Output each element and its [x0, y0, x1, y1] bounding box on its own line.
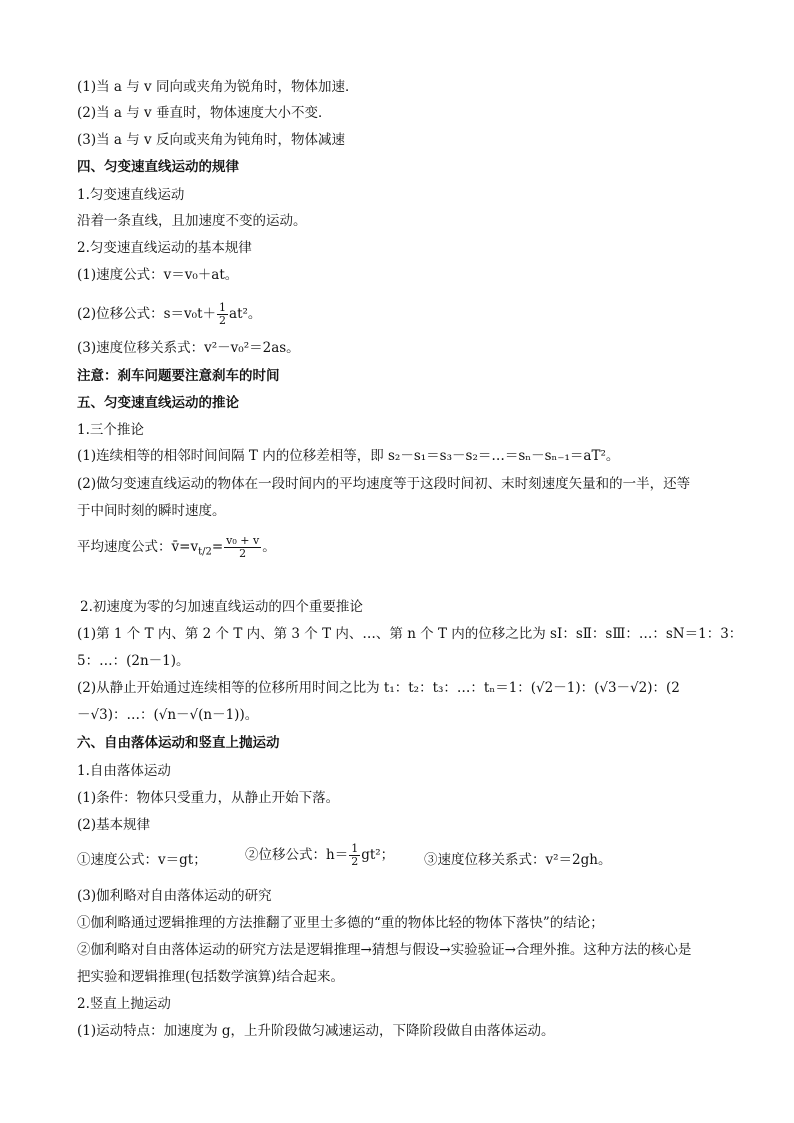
formula-text: at²。: [229, 306, 262, 322]
subsection-heading: 2.初速度为零的匀加速直线运动的四个重要推论: [80, 599, 363, 615]
subsection-heading: 1.自由落体运动: [77, 763, 171, 779]
formula-text: (2)位移公式：s＝v₀t＋: [77, 306, 217, 322]
formula-line: ③速度位移关系式：v²＝2gh。: [424, 852, 612, 868]
text-line: (2)基本规律: [77, 817, 151, 833]
text-line: (3)当 a 与 v 反向或夹角为钝角时，物体减速: [77, 132, 345, 148]
text-line: ②伽利略对自由落体运动的研究方法是逻辑推理→猜想与假设→实验验证→合理外推。这种方法的核心是: [77, 942, 692, 958]
formula-text: ②位移公式：h＝: [245, 847, 349, 863]
subsection-heading: 1.三个推论: [77, 422, 144, 438]
subsection-heading: 1.匀变速直线运动: [77, 187, 185, 203]
formula-line: [245, 843, 394, 868]
section-heading: 四、匀变速直线运动的规律: [77, 159, 239, 175]
note-line: 注意：刹车问题要注意刹车的时间: [77, 368, 280, 384]
text-line: －√3)：…：(√n－√(n－1))。: [77, 707, 259, 723]
text-line: (1)条件：物体只受重力，从静止开始下落。: [77, 790, 340, 806]
formula-line: [77, 302, 261, 327]
formula-line: (1)速度公式：v＝v₀＋at。: [77, 267, 239, 283]
formula-text: 平均速度公式：v̄=v: [77, 539, 199, 555]
formula-line: ①速度公式：v＝gt；: [77, 852, 207, 868]
text-line: 5：…：(2n－1)。: [77, 653, 190, 669]
fraction-average: $\frac{\text{v₀ + v}}{2}$: [226, 534, 260, 560]
text-line: (2)当 a 与 v 垂直时，物体速度大小不变．: [77, 105, 332, 121]
text-line: ①伽利略通过逻辑推理的方法推翻了亚里士多德的“重的物体比轻的物体下落快”的结论；: [77, 915, 604, 931]
formula-line: [77, 535, 276, 563]
text-line: 于中间时刻的瞬时速度。: [77, 503, 226, 519]
section-heading: 六、自由落体运动和竖直上抛运动: [77, 735, 280, 751]
formula-subscript: t/2: [198, 546, 212, 558]
formula-text: =: [211, 539, 224, 555]
fraction-half: $\frac{1}{2}$: [219, 301, 227, 327]
text-line: (3)伽利略对自由落体运动的研究: [77, 888, 272, 904]
text-line: 把实验和逻辑推理(包括数学演算)结合起来。: [77, 969, 345, 985]
text-line: (2)做匀变速直线运动的物体在一段时间内的平均速度等于这段时间初、末时刻速度矢量和的一半，还等: [77, 476, 691, 492]
subsection-heading: 2.竖直上抛运动: [77, 996, 171, 1012]
text-line: (1)运动特点：加速度为 g，上升阶段做匀减速运动，下降阶段做自由落体运动。: [77, 1023, 555, 1039]
fraction-half: $\frac{1}{2}$: [351, 842, 359, 868]
text-line: 沿着一条直线，且加速度不变的运动。: [77, 213, 307, 229]
section-heading: 五、匀变速直线运动的推论: [77, 395, 239, 411]
formula-text: 。: [262, 539, 276, 555]
subsection-heading: 2.匀变速直线运动的基本规律: [77, 240, 252, 256]
text-line: (2)从静止开始通过连续相等的位移所用时间之比为 t₁：t₂：t₃：…：tₙ＝1：(√2－1)：(√3－√2)：(2: [77, 680, 680, 696]
text-line: (1)当 a 与 v 同向或夹角为锐角时，物体加速．: [77, 79, 359, 95]
formula-line: (3)速度位移关系式：v²－v₀²＝2as。: [77, 340, 300, 356]
text-line: (1)连续相等的相邻时间间隔 T 内的位移差相等，即 s₂－s₁＝s₃－s₂＝…＝sₙ－sₙ₋₁＝aT²。: [77, 448, 620, 464]
formula-text: gt²；: [361, 847, 395, 863]
text-line: (1)第 1 个 T 内、第 2 个 T 内、第 3 个 T 内、…、第 n 个 T 内的位移之比为 sⅠ：sⅡ：sⅢ：…：sN＝1：3：: [77, 626, 743, 642]
